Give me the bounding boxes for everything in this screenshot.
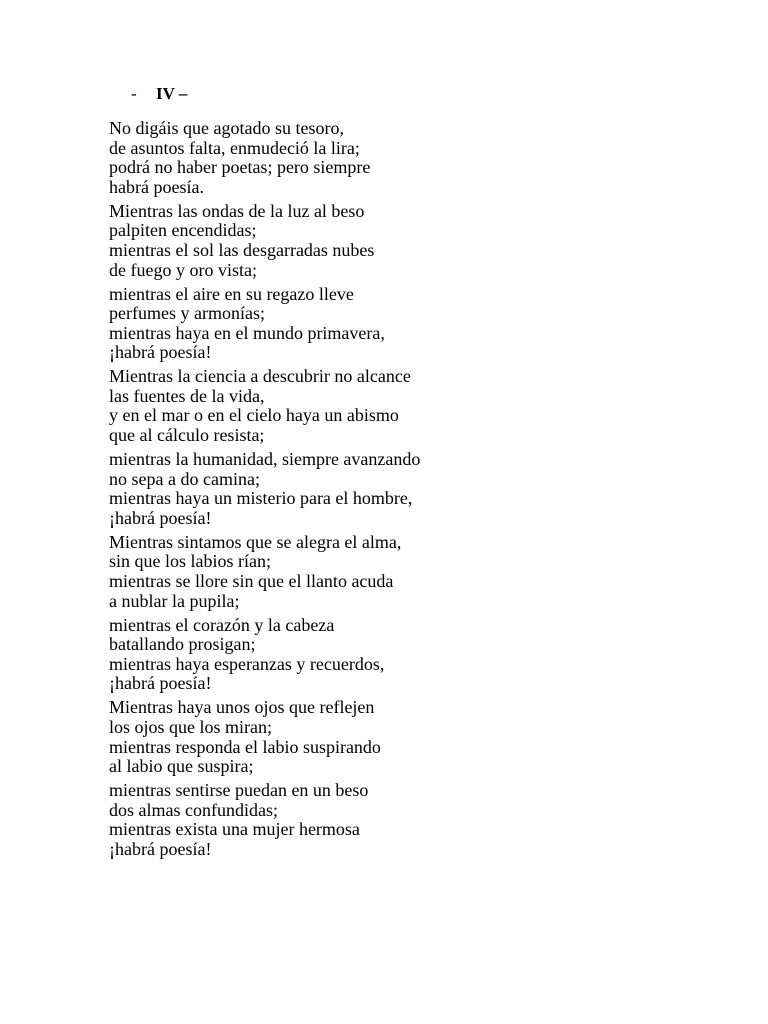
poem-line: los ojos que los miran; xyxy=(109,716,272,737)
poem-line: Mientras la ciencia a descubrir no alcance xyxy=(109,366,411,387)
stanza xyxy=(109,781,729,859)
poem-line: ¡habrá poesía! xyxy=(109,342,212,363)
stanza xyxy=(109,119,729,197)
poem-line: y en el mar o en el cielo haya un abismo xyxy=(109,405,399,426)
stanza xyxy=(109,698,729,776)
stanza xyxy=(109,202,729,280)
poem-line: al labio que suspira; xyxy=(109,756,254,777)
poem-line: palpiten encendidas; xyxy=(109,220,257,241)
poem-line: de asuntos falta, enmudeció la lira; xyxy=(109,137,360,158)
section-number: IV – xyxy=(156,84,188,103)
poem-line: No digáis que agotado su tesoro, xyxy=(109,118,344,138)
poem-line: mientras haya esperanzas y recuerdos, xyxy=(109,653,385,674)
poem-line: mientras responda el labio suspirando xyxy=(109,736,381,757)
poem-line: Mientras las ondas de la luz al beso xyxy=(109,200,365,221)
poem-line: mientras el sol las desgarradas nubes xyxy=(109,239,375,260)
poem-line: las fuentes de la vida, xyxy=(109,385,265,406)
poem-line: no sepa a do camina; xyxy=(109,468,260,489)
poem-line: Mientras haya unos ojos que reflejen xyxy=(109,697,375,718)
poem-line: mientras el aire en su regazo lleve xyxy=(109,283,354,304)
poem-line: perfumes y armonías; xyxy=(109,303,265,324)
poem-line: mientras se llore sin que el llanto acuda xyxy=(109,571,394,592)
stanza xyxy=(109,285,729,363)
section-dash: - xyxy=(131,84,137,103)
stanza xyxy=(109,616,729,694)
poem-line: podrá no haber poetas; pero siempre xyxy=(109,157,371,178)
stanza xyxy=(109,533,729,611)
poem-line: dos almas confundidas; xyxy=(109,799,278,820)
poem-line: mientras exista una mujer hermosa xyxy=(109,819,360,840)
stanza xyxy=(109,367,729,445)
section-heading xyxy=(131,84,187,104)
stanza xyxy=(109,450,729,528)
poem-line: mientras sentirse puedan en un beso xyxy=(109,780,369,801)
poem-line: a nublar la pupila; xyxy=(109,590,240,611)
poem-line: ¡habrá poesía! xyxy=(109,673,212,694)
poem-line: mientras haya en el mundo primavera, xyxy=(109,322,385,343)
poem-line: batallando prosigan; xyxy=(109,634,256,655)
poem-line: mientras la humanidad, siempre avanzando xyxy=(109,449,421,470)
poem-line: mientras haya un misterio para el hombre, xyxy=(109,488,413,509)
poem-body xyxy=(109,119,729,864)
poem-line: sin que los labios rían; xyxy=(109,551,271,572)
poem-line: ¡habrá poesía! xyxy=(109,838,212,859)
poem-line: Mientras sintamos que se alegra el alma, xyxy=(109,531,402,552)
poem-line: ¡habrá poesía! xyxy=(109,507,212,528)
poem-line: que al cálculo resista; xyxy=(109,425,265,446)
poem-line: mientras el corazón y la cabeza xyxy=(109,614,335,635)
poem-line: de fuego y oro vista; xyxy=(109,259,257,280)
poem-line: habrá poesía. xyxy=(109,176,204,197)
